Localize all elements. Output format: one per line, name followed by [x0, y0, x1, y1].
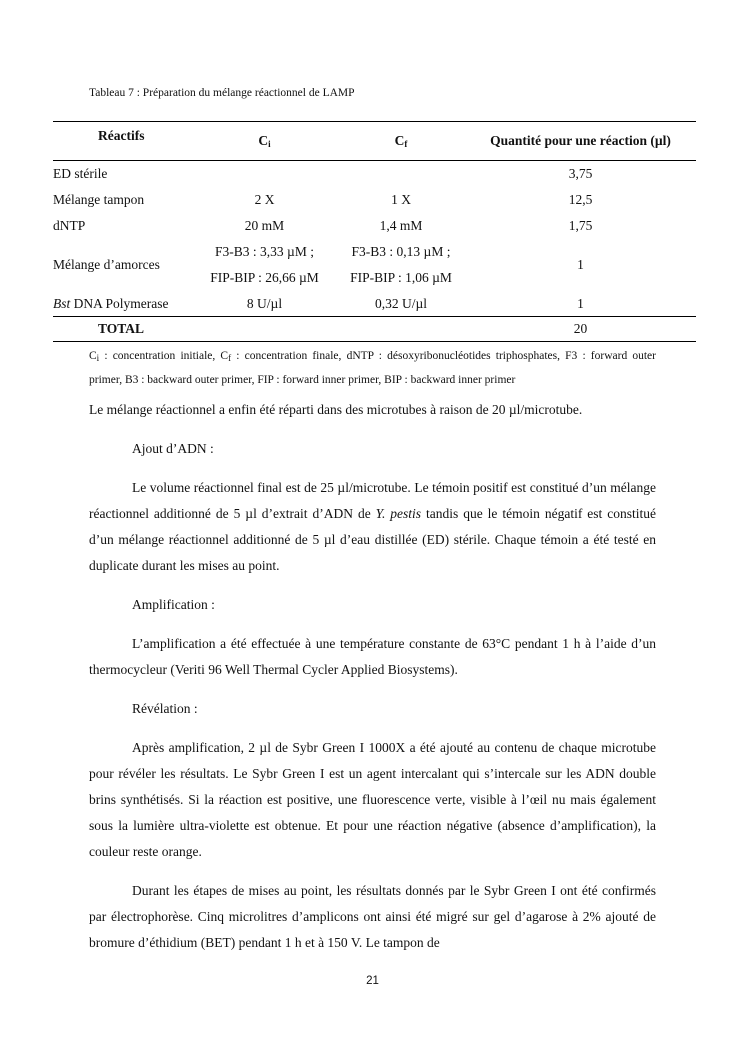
row-qty: 12,5 — [568, 191, 593, 207]
paragraph: Le volume réactionnel final est de 25 µl/microtube. Le témoin positif est constitué d’un mélange réactionnel additionné de 5 µl d’extrait d’ADN de Y. pestis tandis que le témoin négatif est constitué d’un mélange réactionnel additionné de 5 µl d’eau distillée (ED) stérile. Chaque témoin a été testé en duplicate durant les mises au point. — [89, 480, 657, 573]
cf-line-1: F3-B3 : 0,13 µM ; — [351, 243, 451, 259]
table-header-row — [53, 122, 696, 161]
table-row — [53, 187, 696, 213]
table-row — [53, 239, 696, 291]
ci-line-2: FIP-BIP : 26,66 µM — [210, 270, 319, 285]
row-qty: 1 — [577, 295, 584, 311]
table-row — [53, 161, 696, 187]
table-row — [53, 291, 696, 317]
ci-line-1: F3-B3 : 3,33 µM ; — [215, 243, 314, 259]
row-name: Bst DNA Polymerase — [53, 295, 169, 311]
table-footnote: $C_i$ : concentration initiale, $C_f$ : concentration finale, dNTP : désoxyribonucléotides triphosphates, F3 : forward outer primer, B3 : backward outer primer, FIP : forward inner primer, BIP : backward inner primer — [89, 350, 656, 386]
section-heading-amplification: Amplification : — [132, 597, 215, 612]
row-qty: 1,75 — [568, 217, 593, 233]
paragraph: Après amplification, 2 µl de Sybr Green I 1000X a été ajouté au contenu de chaque microtube pour révéler les résultats. Le Sybr Green I est un agent intercalant qui s’intercale sur les ADN double brins synthétisés. Si la réaction est positive, une fluorescence verte, visible à l’œil nu mais également sous la lumière ultra-violette est obtenue. Et pour une réaction négative (absence d’amplification), la couleur reste orange. — [89, 740, 656, 859]
total-label: TOTAL — [98, 321, 145, 337]
row-name: Mélange tampon — [53, 191, 145, 207]
row-ci — [192, 239, 337, 291]
row-ci — [192, 161, 337, 187]
table-caption: Tableau 7 : Préparation du mélange réactionnel de LAMP — [89, 87, 355, 99]
paragraph: Le mélange réactionnel a enfin été réparti dans des microtubes à raison de 20 µl/microtube. — [89, 402, 583, 417]
section-heading-revelation: Révélation : — [132, 701, 198, 716]
total-qty: 20 — [573, 321, 588, 337]
table-total-row — [53, 317, 696, 342]
row-cf: 0,32 U/µl — [374, 295, 428, 311]
row-name: ED stérile — [53, 166, 108, 181]
cf-line-2: FIP-BIP : 1,06 µM — [350, 270, 452, 285]
row-ci: 8 U/µl — [246, 295, 283, 311]
header-ci: $C_i$ — [258, 132, 271, 149]
header-quantite: Quantité pour une réaction (µl) — [490, 133, 671, 149]
row-cf — [337, 239, 465, 291]
body-text — [89, 397, 656, 956]
row-name: Mélange d’amorces — [53, 256, 160, 272]
row-cf — [337, 161, 465, 187]
section-heading-adn: Ajout d’ADN : — [132, 441, 214, 456]
row-ci: 20 mM — [244, 217, 285, 233]
header-reactifs: Réactifs — [98, 128, 145, 143]
lamp-reaction-table — [53, 121, 696, 342]
paragraph: Durant les étapes de mises au point, les résultats donnés par le Sybr Green I ont été confirmés par électrophorèse. Cinq microlitres d’amplicons ont ainsi été migré sur gel d’agarose à 2% ajouté de bromure d’éthidium (BET) pendant 1 h et à 150 V. Le tampon de — [89, 883, 656, 950]
row-ci: 2 X — [254, 191, 275, 207]
page-number: 21 — [366, 975, 379, 987]
row-cf: 1 X — [391, 191, 411, 207]
paragraph: L’amplification a été effectuée à une température constante de 63°C pendant 1 h à l’aide d’un thermocycleur (Veriti 96 Well Thermal Cycler Applied Biosystems). — [89, 636, 656, 677]
header-cf: $C_f$ — [394, 132, 408, 149]
row-cf: 1,4 mM — [379, 217, 423, 233]
row-qty: 1 — [577, 256, 584, 272]
row-qty: 3,75 — [568, 166, 593, 181]
row-name: dNTP — [53, 217, 86, 233]
table-row — [53, 213, 696, 239]
